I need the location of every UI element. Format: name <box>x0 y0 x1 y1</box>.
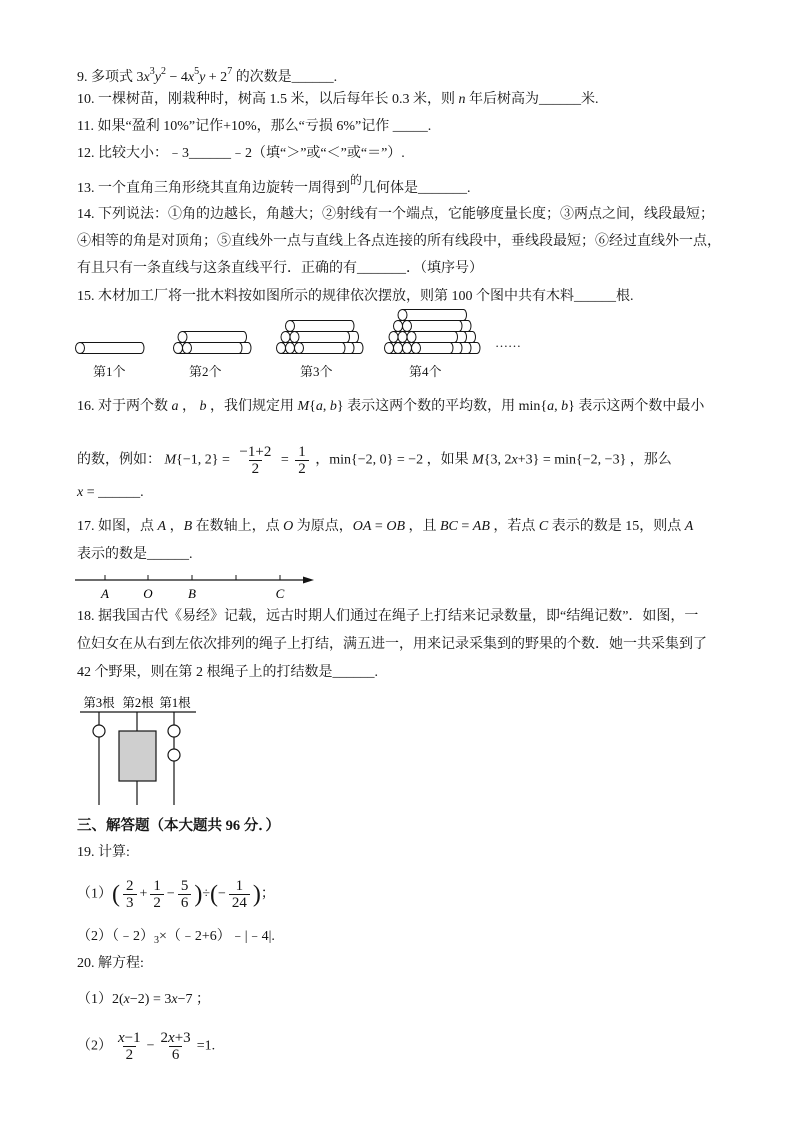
text-run: （1） <box>77 992 112 1007</box>
fraction <box>295 444 309 477</box>
text-run: 有且只有一条直线与这条直线平行．正确的有_______．（填序号） <box>77 261 483 276</box>
log-end <box>286 321 295 332</box>
fraction-denominator <box>229 894 250 911</box>
fraction-numerator <box>236 444 274 460</box>
text-run: ×（﹣2+6）﹣|﹣4|. <box>159 929 275 944</box>
text-run: 5 <box>180 878 189 894</box>
text-run: 1. <box>204 1038 216 1054</box>
text-run: 3 <box>136 70 144 85</box>
question-20-part-1 <box>77 991 210 1009</box>
text-run: 年后树高为______米. <box>465 92 599 107</box>
text-run: ，且 <box>405 519 440 534</box>
text-run: ÷ <box>202 886 210 902</box>
log-end <box>286 343 295 354</box>
text-run: 2 <box>125 1047 134 1063</box>
text-run: − <box>166 886 175 902</box>
text-run: 在数轴上，点 <box>192 519 284 534</box>
log-stack-3 <box>277 321 364 354</box>
large-parenthesis: ( <box>112 881 120 908</box>
text-run: = <box>277 452 293 468</box>
log-end <box>281 332 290 343</box>
section-title: 三、解答题（本大题共 96 分．） <box>77 818 280 834</box>
number-line <box>70 565 320 605</box>
math-variable: A <box>684 519 694 534</box>
large-parenthesis: ( <box>210 881 218 908</box>
question-19-part-2 <box>77 928 275 950</box>
fraction <box>236 444 274 477</box>
question-10 <box>77 91 599 109</box>
text-run: 为原点， <box>293 519 353 534</box>
math-variable: a <box>315 399 323 414</box>
question-19-part-1 <box>77 878 275 911</box>
fraction-numerator <box>295 444 309 460</box>
superscript: 3 <box>149 66 155 77</box>
log-body <box>403 310 467 321</box>
text-run: = <box>457 519 473 534</box>
fraction-denominator <box>150 894 164 911</box>
math-variable: y <box>199 70 206 85</box>
text-run: } 表示这两个数中最小 <box>568 399 705 414</box>
text-run: −2) = 3 <box>129 992 172 1007</box>
text-run: 表示的数是 15，则点 <box>548 519 685 534</box>
fraction-denominator <box>123 894 137 911</box>
text-run: 2 <box>160 1030 169 1046</box>
question-18-line-2 <box>77 636 707 654</box>
knot <box>168 749 180 761</box>
log-end <box>277 343 286 354</box>
math-variable: x <box>123 992 130 1007</box>
log-end <box>290 332 299 343</box>
fraction-numerator <box>115 1030 144 1046</box>
math-variable: a <box>171 399 179 414</box>
text-run: 17. 如图，点 <box>77 519 158 534</box>
text-run: 1 <box>235 878 244 894</box>
figure-label-1: 第1个 <box>93 364 126 379</box>
log-stack-1 <box>76 343 145 354</box>
rope-label-1: 第1根 <box>159 696 191 710</box>
text-run: 1 <box>153 878 161 894</box>
fraction-denominator <box>123 1046 137 1063</box>
math-variable: x <box>168 1030 175 1046</box>
question-20-part-2 <box>77 1030 215 1063</box>
text-run: {−1, 2} = <box>176 452 234 468</box>
fraction-denominator <box>178 894 192 911</box>
text-run: 几何体是_______. <box>362 181 471 196</box>
text-run: ； <box>260 886 275 902</box>
text-run: + 2 <box>205 70 228 85</box>
text-run: = ______. <box>83 485 144 500</box>
text-run: 24 <box>231 895 247 911</box>
text-run: 18. 据我国古代《易经》记载，远古时期人们通过在绳子上打结来记录数量，即“结绳记数”．如图，一 <box>77 609 699 624</box>
text-run: −7 <box>177 992 193 1007</box>
log-body <box>183 332 247 343</box>
math-variable: b <box>561 399 569 414</box>
log-end <box>394 343 403 354</box>
fraction <box>229 878 250 911</box>
fraction-numerator <box>178 878 192 894</box>
question-16-line-1 <box>77 398 704 416</box>
fraction-numerator <box>150 878 164 894</box>
math-variable: y <box>154 70 161 85</box>
fraction <box>115 1030 144 1063</box>
text-run: 位妇女在从右到左依次排列的绳子上打结，满五进一，用来记录采集到的野果的个数．她一共采集到了 <box>77 637 707 652</box>
text-run: ； <box>192 992 210 1007</box>
math-variable: M <box>472 452 484 468</box>
math-variable: M <box>164 452 177 468</box>
question-19-title: 19. 计算: <box>77 845 130 860</box>
text-run: 3 <box>126 895 134 911</box>
log-end <box>183 343 192 354</box>
math-variable: x <box>143 70 150 85</box>
log-end <box>412 343 421 354</box>
math-variable: O <box>283 519 294 534</box>
question-18-line-1 <box>77 608 698 626</box>
fraction-numerator <box>158 1030 194 1046</box>
question-17-line-2 <box>77 546 193 564</box>
question-9 <box>77 63 337 87</box>
question-18-line-3 <box>77 664 378 682</box>
log-end <box>295 343 304 354</box>
text-run: 16. 对于两个数 <box>77 399 172 414</box>
text-run: ，若点 <box>489 519 539 534</box>
label-a: A <box>101 586 109 601</box>
superscript: 7 <box>227 66 233 77</box>
text-run: = <box>371 519 387 534</box>
text-run: −1 <box>124 1030 141 1046</box>
text-run: {3, 2 <box>483 452 512 468</box>
number-line-arrow <box>303 577 314 584</box>
fraction-denominator <box>169 1046 183 1063</box>
text-run: 的数，例如： <box>77 452 165 468</box>
log-stack-4 <box>385 310 481 354</box>
math-variable: n <box>458 92 466 107</box>
figure-ellipsis: …… <box>495 335 521 350</box>
text-run: 13. 一个直角三角形绕其直角边旋转一周得到 <box>77 181 350 196</box>
large-parenthesis: ) <box>194 881 203 908</box>
math-variable: C <box>538 519 549 534</box>
rope-label-2: 第2根 <box>122 696 154 710</box>
text-run: { <box>309 399 316 414</box>
text-run: − <box>146 1038 155 1054</box>
text-run: +3} = min{−2, −3} ，那么 <box>517 452 672 468</box>
log-end <box>394 321 403 332</box>
text-run: 15. 木材加工厂将一批木料按如图所示的规律依次摆放，则第 100 个图中共有木料______根. <box>77 289 634 304</box>
figure-label-3: 第3个 <box>300 364 333 379</box>
text-run: 表示的数是______. <box>77 547 193 562</box>
question-13 <box>77 173 471 198</box>
question-17-line-1 <box>77 518 693 536</box>
math-variable: b <box>329 399 337 414</box>
text-run: （2） <box>77 1038 112 1054</box>
question-16-line-2 <box>77 444 672 477</box>
question-14-line-3 <box>77 260 483 278</box>
log-end <box>76 343 85 354</box>
text-run: 9. 多项式 <box>77 70 137 85</box>
superscript: 5 <box>194 66 200 77</box>
covered-knots-box <box>119 731 156 781</box>
text-run: 6 <box>171 1047 180 1063</box>
log-end <box>178 332 187 343</box>
raised-character: 的 <box>350 173 363 187</box>
text-run: 2 <box>126 878 134 894</box>
log-end <box>389 332 398 343</box>
fraction <box>150 878 164 911</box>
rope-label-3: 第3根 <box>83 696 115 710</box>
knot <box>168 725 180 737</box>
question-16-line-3 <box>77 484 144 502</box>
text-run: ， <box>166 519 184 534</box>
superscript: 2 <box>160 66 166 77</box>
math-variable: x <box>77 485 84 500</box>
text-run: + <box>139 886 148 902</box>
fraction <box>178 878 192 911</box>
log-end <box>407 332 416 343</box>
math-variable: a <box>547 399 555 414</box>
question-12 <box>77 145 405 163</box>
label-c: C <box>275 586 285 601</box>
fraction-denominator <box>295 460 309 477</box>
math-variable: A <box>157 519 167 534</box>
text-run: 2 <box>298 461 306 477</box>
text-run: − 4 <box>165 70 188 85</box>
log-stacks-figure <box>0 300 540 362</box>
math-variable: OB <box>386 519 405 534</box>
log-end <box>403 321 412 332</box>
text-run: ，min{−2, 0} = −2 ，如果 <box>311 452 473 468</box>
text-run: （1） <box>77 886 112 902</box>
fraction-numerator <box>233 878 247 894</box>
fraction <box>123 878 137 911</box>
math-variable: b <box>199 399 207 414</box>
math-variable: x <box>118 1030 125 1046</box>
figure-label-2: 第2个 <box>189 364 222 379</box>
math-variable: B <box>183 519 193 534</box>
text-run: （2）（﹣2） <box>77 929 154 944</box>
log-end <box>398 310 407 321</box>
text-run: ， <box>178 399 200 414</box>
text-run: 42 个野果，则在第 2 根绳子上的打结数是______. <box>77 665 378 680</box>
large-parenthesis: ) <box>252 881 261 908</box>
text-run: +3 <box>174 1030 191 1046</box>
knot <box>93 725 105 737</box>
log-end <box>174 343 183 354</box>
log-stack-2 <box>174 332 252 354</box>
question-14-line-2 <box>77 233 721 251</box>
math-variable: BC <box>440 519 458 534</box>
text-run: 的次数是______. <box>232 70 338 85</box>
fraction-numerator <box>123 878 137 894</box>
text-run: 2 <box>251 461 260 477</box>
text-run: , <box>322 399 330 414</box>
label-b: B <box>188 586 196 601</box>
text-run: 1 <box>298 444 306 460</box>
text-run: ，我们规定用 <box>206 399 298 414</box>
math-variable: OA <box>352 519 372 534</box>
subscript: 3 <box>154 935 159 946</box>
fraction-denominator <box>249 460 263 477</box>
math-variable: x <box>187 70 195 85</box>
log-body <box>290 321 354 332</box>
text-run: −1+2 <box>239 444 272 460</box>
question-11 <box>77 118 431 136</box>
log-end <box>403 343 412 354</box>
text-run: − <box>218 886 226 902</box>
text-run: 14. 下列说法：①角的边越长，角越大；②射线有一个端点，它能够度量长度；③两点之间，线段最短； <box>77 207 714 222</box>
text-run: 6 <box>180 895 189 911</box>
text-run: 10. 一棵树苗，刚栽种时，树高 1.5 米，以后每年长 0.3 米，则 <box>77 92 459 107</box>
text-run: } 表示这两个数的平均数，用 min{ <box>336 399 548 414</box>
log-end <box>385 343 394 354</box>
math-variable: x <box>511 452 518 468</box>
label-o: O <box>143 586 153 601</box>
log-end <box>398 332 407 343</box>
math-variable: M <box>297 399 310 414</box>
question-20-title: 20. 解方程: <box>77 956 144 971</box>
text-run: 2 <box>153 895 161 911</box>
math-variable: x <box>171 992 178 1007</box>
text-run: 2( <box>112 992 124 1007</box>
log-body <box>80 343 144 354</box>
text-run: = <box>196 1038 205 1054</box>
text-run: , <box>554 399 562 414</box>
text-run: 12. 比较大小：﹣3______﹣2（填“＞”或“＜”或“＝”）. <box>77 146 405 161</box>
figure-label-4: 第4个 <box>409 364 442 379</box>
fraction <box>158 1030 194 1063</box>
text-run: ④相等的角是对顶角；⑤直线外一点与直线上各点连接的所有线段中，垂线段最短；⑥经过直线外一点， <box>77 234 721 249</box>
math-variable: AB <box>472 519 490 534</box>
question-14-line-1 <box>77 206 714 224</box>
text-run: 11. 如果“盈利 10%”记作+10%，那么“亏损 6%”记作 _____. <box>77 119 432 134</box>
knot-rope-figure <box>70 688 210 810</box>
